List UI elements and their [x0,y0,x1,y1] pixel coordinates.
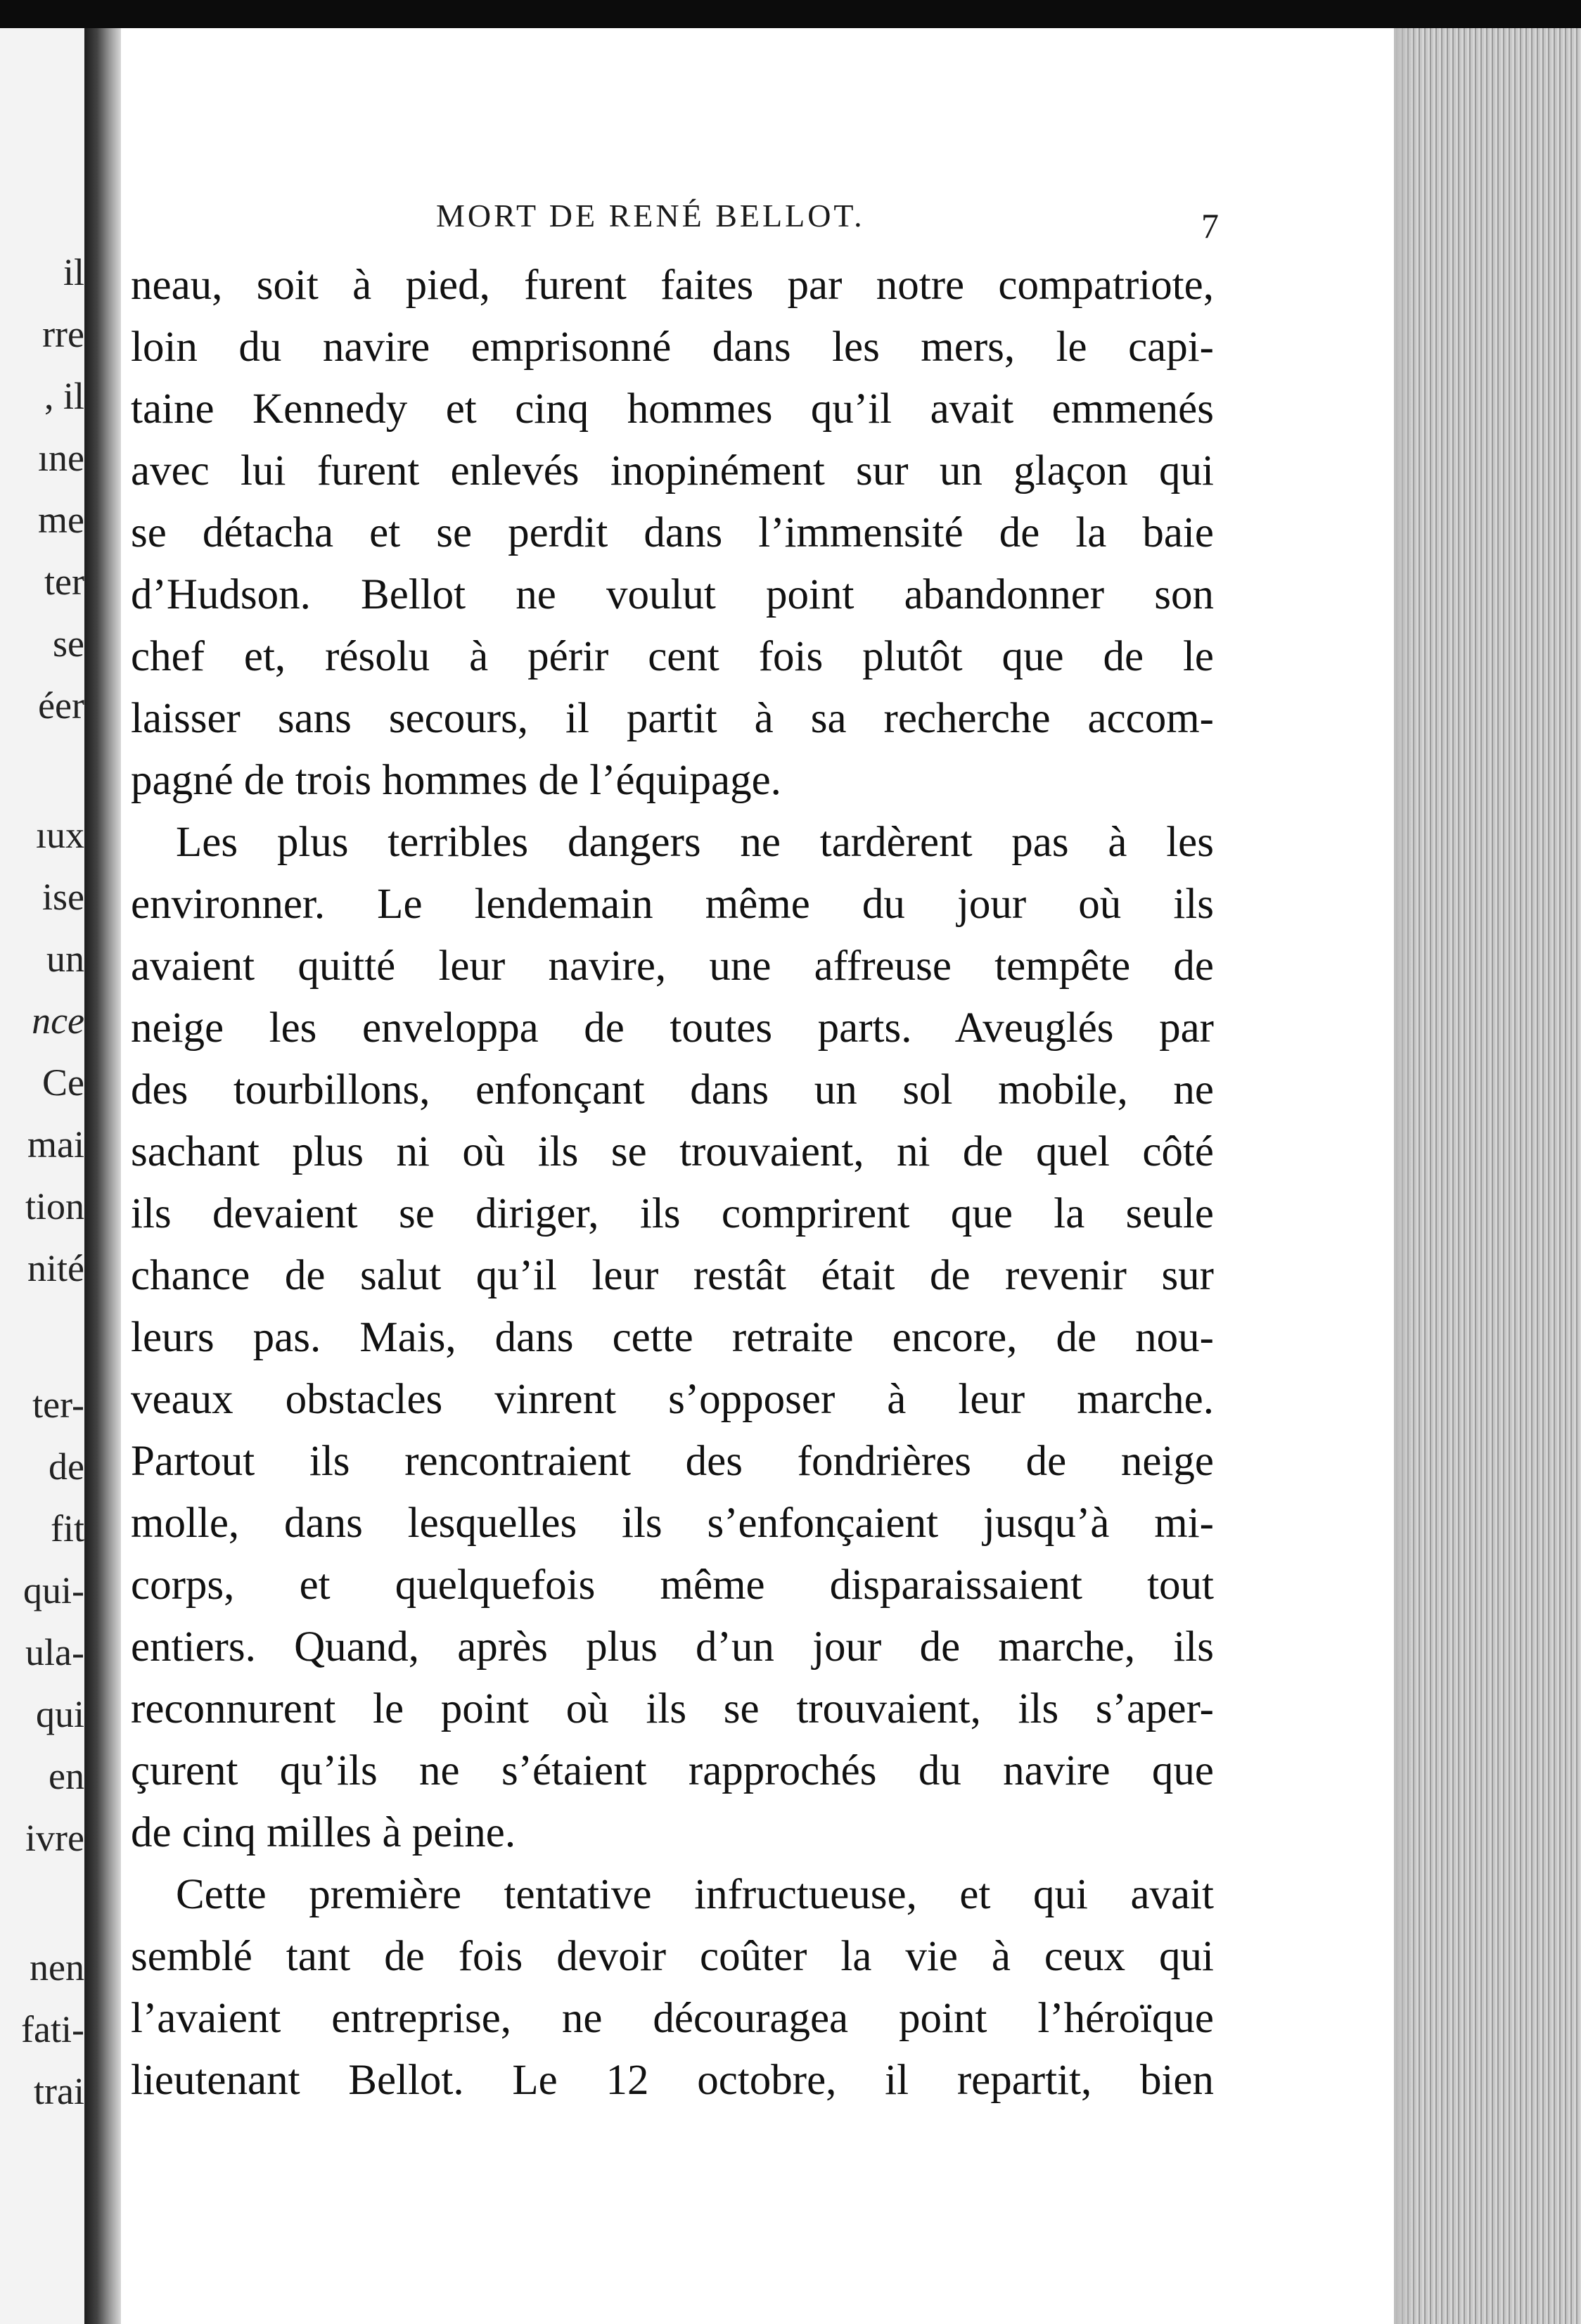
text-line: avec lui furent enlevés inopinément sur un glaçon qui [131,447,1214,494]
text-line: entiers. Quand, après plus d’un jour de marche, ils [131,1623,1214,1671]
facing-page-fragment: ıux [35,814,84,856]
facing-page-fragment: ivre [25,1817,84,1859]
facing-page-fragment: nce [32,1000,84,1042]
facing-page-fragment: fati- [21,2008,84,2050]
facing-page-fragment: éer [38,684,84,727]
facing-page-fragment: nen [30,1946,84,1988]
text-line: des tourbillons, enfonçant dans un sol mobile, ne [131,1066,1214,1113]
text-line: veaux obstacles vinrent s’opposer à leur marche. [131,1376,1214,1423]
text-line: molle, dans lesquelles ils s’enfonçaient jusqu’à mi- [131,1500,1214,1547]
book-gutter [84,28,121,2324]
facing-page-fragment: Ce [42,1061,84,1104]
facing-page-fragment: fit [51,1507,84,1550]
text-line: pagné de trois hommes de l’équipage. [131,757,781,804]
page-number: 7 [1201,206,1219,245]
facing-page-fragment: mai [27,1123,84,1166]
facing-page-fragment: tion [25,1185,84,1227]
running-head: MORT DE RENÉ BELLOT. [436,198,865,234]
facing-page-fragment: ıne [38,437,84,479]
facing-page-fragment: qui- [23,1569,84,1611]
facing-page-fragment: , il [44,375,84,417]
facing-page-fragment: de [49,1445,84,1488]
text-line: d’Hudson. Bellot ne voulut point abandonner son [131,571,1214,618]
facing-page-fragment: trai [34,2070,84,2112]
page-stack-edge [1394,28,1581,2324]
text-line: se détacha et se perdit dans l’immensité de la baie [131,509,1214,556]
text-line: environner. Le lendemain même du jour où ils [131,881,1214,928]
text-line: corps, et quelquefois même disparaissaient tout [131,1562,1214,1609]
facing-page-fragment: ula- [25,1631,84,1673]
text-line: neau, soit à pied, furent faites par notre compatriote, [131,262,1214,309]
scan-top-band [0,0,1581,28]
text-line: Les plus terribles dangers ne tardèrent pas à les [176,819,1214,866]
text-line: Cette première tentative infructueuse, et qui avait [176,1871,1214,1918]
text-line: de cinq milles à peine. [131,1809,516,1856]
text-line: chef et, résolu à périr cent fois plutôt que de le [131,633,1214,680]
facing-page-edge [0,28,84,2324]
facing-page-fragment: rre [42,313,84,355]
text-line: chance de salut qu’il leur restât était de revenir sur [131,1252,1214,1299]
text-line: sachant plus ni où ils se trouvaient, ni de quel côté [131,1128,1214,1175]
body-text [131,255,1214,2112]
text-line: avaient quitté leur navire, une affreuse tempête de [131,943,1214,990]
facing-page-fragment: qui [35,1693,84,1735]
text-line: neige les enveloppa de toutes parts. Aveuglés par [131,1004,1214,1052]
facing-page-fragment: un [46,938,84,980]
facing-page-fragment: en [49,1755,84,1797]
text-line: ils devaient se diriger, ils comprirent que la seule [131,1190,1214,1237]
text-line: l’avaient entreprise, ne découragea point l’héroïque [131,1995,1214,2042]
facing-page-fragment: il [63,251,84,293]
facing-page-fragment: ter [44,561,84,603]
facing-page-fragment: se [53,622,84,665]
facing-page-fragment: ise [42,876,84,918]
facing-page-fragment: ter- [32,1384,84,1426]
text-line: reconnurent le point où ils se trouvaient, ils s’aper- [131,1685,1214,1732]
facing-page-fragment: me [38,499,84,541]
page-stack-shadow [1394,28,1415,2324]
text-line: loin du navire emprisonné dans les mers, le capi- [131,324,1214,371]
text-line: çurent qu’ils ne s’étaient rapprochés du navire que [131,1747,1214,1794]
text-line: laisser sans secours, il partit à sa recherche accom- [131,695,1214,742]
text-line: leurs pas. Mais, dans cette retraite encore, de nou- [131,1314,1214,1361]
text-line: semblé tant de fois devoir coûter la vie à ceux qui [131,1933,1214,1980]
text-line: lieutenant Bellot. Le 12 octobre, il repartit, bien [131,2057,1214,2104]
facing-page-fragment: nité [27,1247,84,1289]
text-line: taine Kennedy et cinq hommes qu’il avait emmenés [131,385,1214,433]
text-line: Partout ils rencontraient des fondrières de neige [131,1438,1214,1485]
